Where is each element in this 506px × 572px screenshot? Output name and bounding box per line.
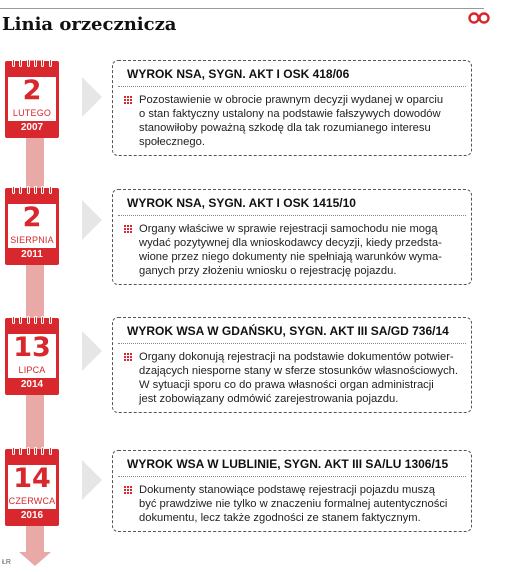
ruling-text bbox=[113, 87, 471, 155]
calendar-rings-icon bbox=[8, 316, 56, 324]
ruling-text bbox=[113, 216, 471, 284]
ruling-line: być prawdziwe nie tylko w znaczeniu formalnej autentyczności bbox=[139, 498, 448, 510]
ruling-line: Pozostawienie w obrocie prawnym decyzji wydanej w oparciu bbox=[139, 94, 444, 106]
publisher-logo-icon bbox=[468, 12, 490, 24]
ruling-line: Organy dokonują rejestracji na podstawie dokumentów potwier- bbox=[139, 351, 454, 363]
calendar-year: 2014 bbox=[8, 378, 56, 392]
calendar-month: CZERWCA bbox=[8, 496, 56, 506]
grid-bullet-icon bbox=[123, 485, 132, 494]
ruling-card bbox=[112, 189, 472, 285]
calendar-date-badge bbox=[5, 318, 59, 395]
calendar-day: 2 bbox=[22, 202, 42, 233]
grid-bullet-icon bbox=[123, 95, 132, 104]
connector-arrow-icon bbox=[82, 460, 102, 500]
calendar-date-badge bbox=[5, 449, 59, 526]
ruling-card bbox=[112, 60, 472, 156]
page-title: Linia orzecznicza bbox=[2, 14, 177, 35]
calendar-month: SIERPNIA bbox=[10, 235, 54, 245]
calendar-month: LUTEGO bbox=[12, 108, 52, 118]
ruling-line: ganych przy złożeniu wniosku o rejestrację pojazdu. bbox=[139, 265, 397, 277]
ruling-text bbox=[113, 477, 471, 531]
ruling-line: społecznego. bbox=[139, 136, 205, 148]
calendar-rings-icon bbox=[8, 186, 56, 194]
ruling-line: wydać pozytywnej dla wnioskodawcy decyzji, kiedy przedsta- bbox=[139, 237, 442, 249]
calendar-rings-icon bbox=[8, 447, 56, 455]
connector-arrow-icon bbox=[82, 331, 102, 371]
calendar-year: 2011 bbox=[8, 248, 56, 262]
ruling-line: Organy właściwe w sprawie rejestracji samochodu nie mogą bbox=[139, 223, 438, 235]
ruling-heading: WYROK WSA W LUBLINIE, SYGN. AKT III SA/LU 1306/15 bbox=[118, 451, 466, 477]
ruling-line: jest zobowiązany odmówić zarejestrowania pojazdu. bbox=[139, 393, 399, 405]
connector-arrow-icon bbox=[82, 77, 102, 117]
ruling-line: wione przez niego dokumenty nie spełniają warunków wyma- bbox=[139, 251, 442, 263]
source-credit: ŁR bbox=[2, 559, 11, 566]
ruling-line: Dokumenty stanowiące podstawę rejestracji pojazdu muszą bbox=[139, 484, 435, 496]
calendar-date-badge bbox=[5, 188, 59, 265]
calendar-month: LIPCA bbox=[18, 365, 46, 375]
ruling-heading: WYROK NSA, SYGN. AKT I OSK 418/06 bbox=[118, 61, 466, 87]
calendar-date-badge bbox=[5, 61, 59, 138]
top-rule bbox=[0, 8, 484, 9]
ruling-line: stanowiłoby poważną szkodę dla tak rozumianego interesu bbox=[139, 122, 431, 134]
ruling-heading: WYROK WSA W GDAŃSKU, SYGN. AKT III SA/GD 736/14 bbox=[118, 318, 466, 344]
ruling-line: o stan faktyczny ustalony na podstawie fałszywych dowodów bbox=[139, 108, 441, 120]
calendar-year: 2016 bbox=[8, 509, 56, 523]
calendar-rings-icon bbox=[8, 59, 56, 67]
ruling-text bbox=[113, 344, 471, 412]
ruling-line: W sytuacji sporu co do prawa własności organ administracji bbox=[139, 379, 434, 391]
calendar-day: 14 bbox=[13, 463, 51, 494]
grid-bullet-icon bbox=[123, 352, 132, 361]
connector-arrow-icon bbox=[82, 200, 102, 240]
timeline-arrow-icon bbox=[19, 552, 51, 566]
calendar-day: 13 bbox=[13, 332, 51, 363]
ruling-heading: WYROK NSA, SYGN. AKT I OSK 1415/10 bbox=[118, 190, 466, 216]
ruling-line: dzających niesporne stany w sferze stosunków własnościowych. bbox=[139, 365, 458, 377]
calendar-day: 2 bbox=[22, 75, 42, 106]
grid-bullet-icon bbox=[123, 224, 132, 233]
calendar-year: 2007 bbox=[8, 121, 56, 135]
ruling-line: dokumentu, lecz także zgodności ze stanem faktycznym. bbox=[139, 512, 421, 524]
ruling-card bbox=[112, 317, 472, 413]
ruling-card bbox=[112, 450, 472, 532]
